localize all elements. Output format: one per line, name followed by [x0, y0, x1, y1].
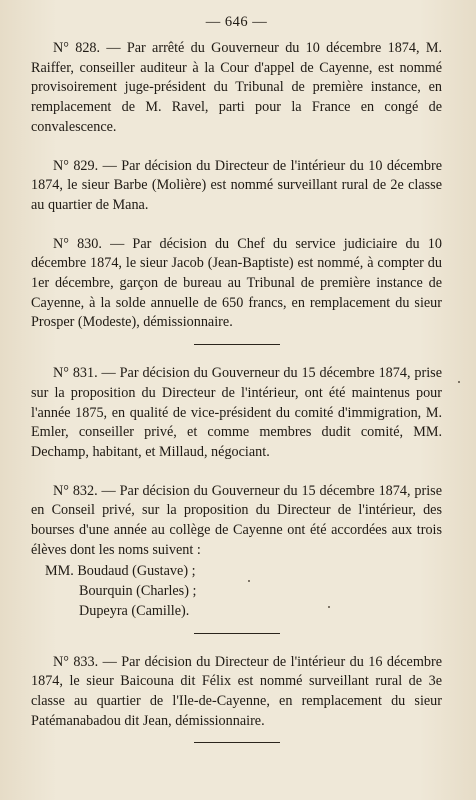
name-item: Bourquin (Charles) ; — [79, 583, 197, 600]
entry-829 — [31, 157, 442, 216]
entry-829-text: N° 829. — Par décision du Directeur de l'intérieur du 10 décembre 1874, le sieur Barbe (Molière) est nommé surveillant rural de 2e classe au quartier de Mana. — [31, 157, 442, 213]
entry-828 — [31, 39, 442, 138]
section-divider — [194, 633, 280, 634]
entry-831-text: N° 831. — Par décision du Gouverneur du 15 décembre 1874, prise sur la proposition du Directeur de l'intérieur, ont été maintenus pour l'année 1875, en qualité de vice-président du comité d'immigration, M. Emler, conseiller privé, et comme membres dudit comité, MM. Dechamp, habitant, et Millaud, négociant. — [31, 365, 442, 460]
ink-speck — [328, 606, 330, 608]
ink-speck — [248, 580, 250, 582]
spacer — [31, 216, 442, 235]
entry-832 — [31, 482, 442, 622]
section-divider — [194, 742, 280, 743]
entry-833-text: N° 833. — Par décision du Directeur de l'intérieur du 16 décembre 1874, le sieur Baicouna dit Félix est nommé surveillant rural de 3e classe au quartier de l'Ile-de-Cayenne, en remplacement du sieur Patémanabadou dit Jean, démissionnaire. — [31, 653, 442, 729]
ink-speck — [458, 381, 460, 383]
spacer — [31, 463, 442, 482]
scholarship-names-list — [31, 562, 442, 621]
name-item: Dupeyra (Camille). — [79, 602, 190, 619]
entry-830 — [31, 235, 442, 334]
spacer — [31, 138, 442, 157]
entry-828-text: N° 828. — Par arrêté du Gouverneur du 10 décembre 1874, M. Raiffer, conseiller auditeur à la Cour d'appel de Cayenne, est nommé provisoirement juge-président du Tribunal de première instance, en remplacement de M. Ravel, parti pour la France en congé de convalescence. — [31, 40, 442, 135]
entry-830-text: N° 830. — Par décision du Chef du service judiciaire du 10 décembre 1874, le sieur Jacob (Jean-Baptiste) est nommé, à compter du 1er décembre, garçon de bureau au Tribunal de première instance de Cayenne, à la solde annuelle de 650 francs, en remplacement du sieur Prosper (Modeste), démissionnaire. — [31, 235, 442, 331]
section-divider — [194, 344, 280, 345]
name-item: MM. Boudaud (Gustave) ; — [45, 563, 196, 580]
entry-833 — [31, 653, 442, 732]
entry-831 — [31, 364, 442, 463]
entry-832-text: N° 832. — Par décision du Gouverneur du 15 décembre 1874, prise en Conseil privé, sur la proposition du Directeur de l'intérieur, des bourses d'une année au collège de Cayenne ont été accordées aux trois élèves dont les noms suivent : — [31, 482, 442, 558]
page-number: — 646 — — [205, 14, 268, 30]
